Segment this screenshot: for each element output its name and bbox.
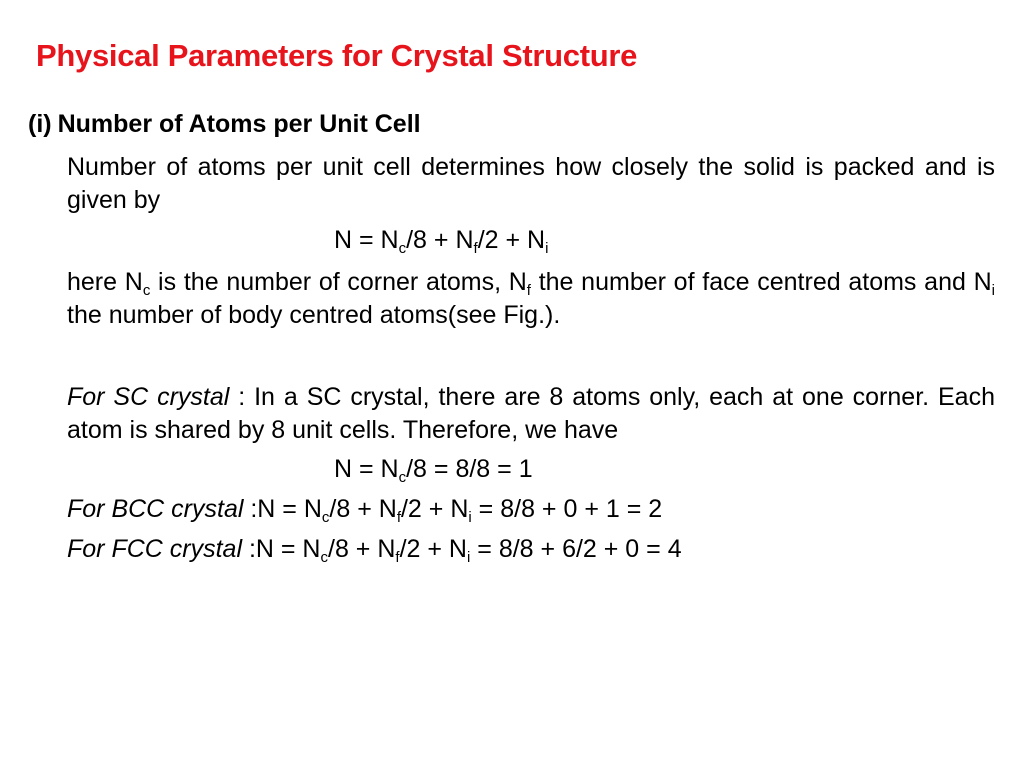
subscript-f: f	[396, 509, 401, 526]
formula-text: /8 + N	[329, 495, 397, 523]
general-formula	[334, 226, 548, 255]
formula-text: /8 + N	[328, 535, 396, 563]
section-heading	[28, 110, 421, 139]
sc-paragraph	[67, 381, 995, 447]
formula-text: :N = N	[242, 535, 321, 563]
intro-paragraph: Number of atoms per unit cell determines how closely the solid is packed and is given by	[67, 153, 995, 214]
slide-title: Physical Parameters for Crystal Structure	[36, 38, 638, 73]
subscript-c: c	[320, 549, 328, 566]
section-heading-text: Number of Atoms per Unit Cell	[57, 110, 421, 138]
formula-text: :N = N	[243, 495, 322, 523]
formula-text: N = N	[334, 455, 399, 483]
subscript-c: c	[398, 469, 407, 486]
formula-text: /2 + N	[477, 226, 546, 254]
subscript-c: c	[321, 509, 330, 526]
definition-text: here N	[67, 268, 143, 296]
subscript-i: i	[991, 282, 995, 299]
formula-text: = 8/8 + 0 + 1 = 2	[471, 495, 663, 523]
subscript-c: c	[398, 240, 407, 257]
bcc-formula	[67, 495, 662, 524]
bcc-label: For BCC crystal	[67, 495, 244, 523]
sc-label: For SC crystal	[67, 383, 230, 411]
section-number: (i)	[28, 110, 52, 138]
formula-text: N = N	[334, 226, 399, 254]
sc-formula	[334, 455, 533, 484]
subscript-f: f	[526, 282, 531, 299]
definition-text: the number of body centred atoms(see Fig.).	[67, 301, 561, 329]
definition-text: is the number of corner atoms, N	[150, 268, 527, 296]
formula-text: /2 + N	[399, 535, 467, 563]
subscript-f: f	[395, 549, 400, 566]
subscript-i: i	[545, 240, 549, 257]
subscript-i: i	[468, 509, 472, 526]
subscript-i: i	[466, 549, 471, 566]
formula-text: /2 + N	[400, 495, 469, 523]
subscript-c: c	[142, 282, 151, 299]
formula-text: = 8/8 + 6/2 + 0 = 4	[470, 535, 682, 563]
fcc-label: For FCC crystal	[67, 535, 242, 563]
formula-text: /8 + N	[406, 226, 474, 254]
definition-text: the number of face centred atoms and N	[530, 268, 992, 296]
subscript-f: f	[473, 240, 478, 257]
definition-paragraph	[67, 266, 995, 332]
fcc-formula	[67, 535, 682, 564]
sc-text: : In a SC crystal, there are 8 atoms only, each at one corner. Each atom is shared by 8 unit cells. Therefore, we have	[67, 383, 995, 444]
formula-text: /8 = 8/8 = 1	[406, 455, 533, 483]
